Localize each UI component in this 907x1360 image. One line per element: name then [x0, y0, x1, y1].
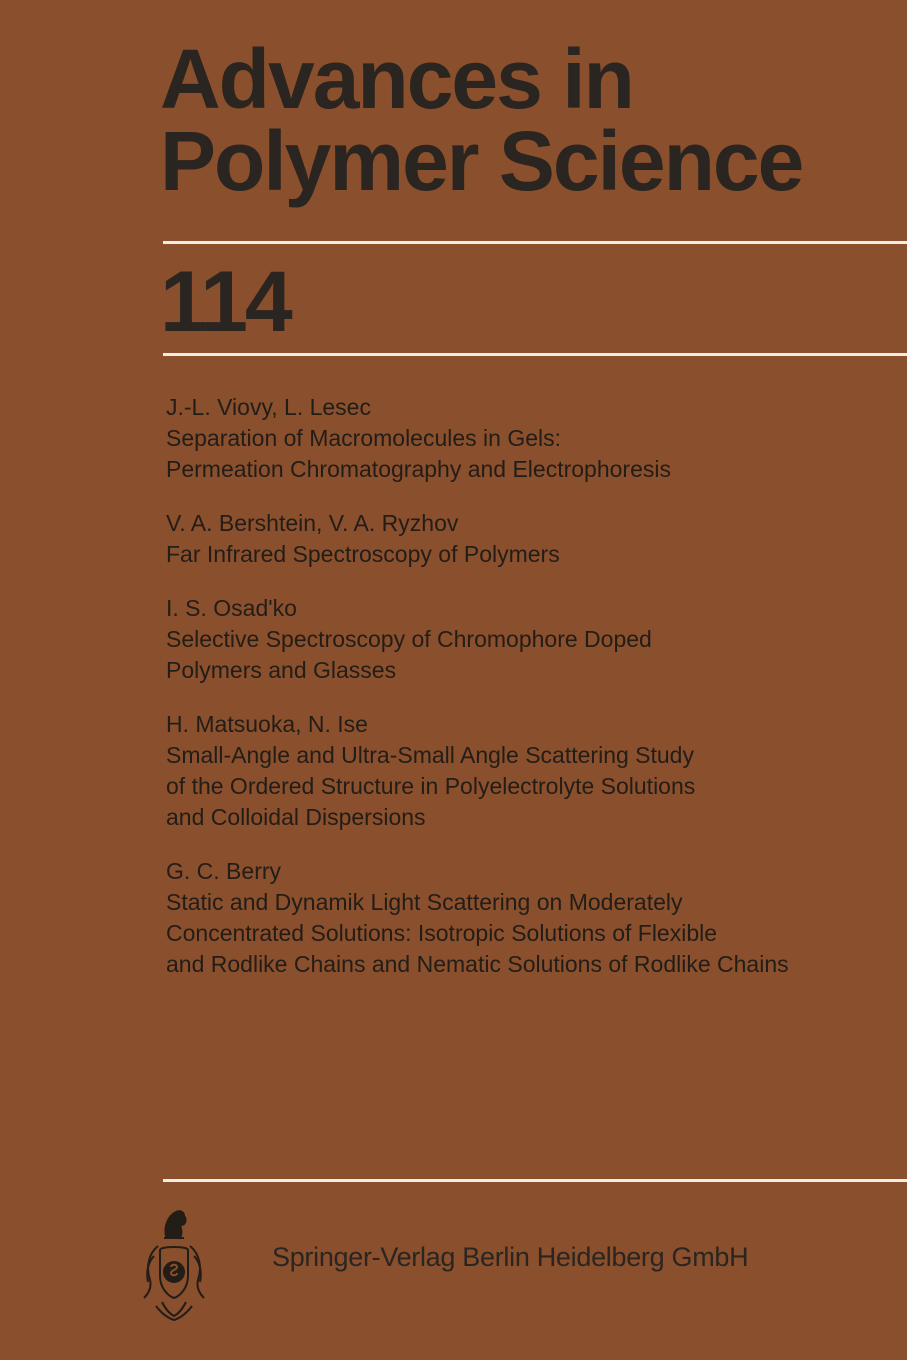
top-divider [163, 241, 907, 244]
entry-title-line: Concentrated Solutions: Isotropic Solutions of Flexible [166, 920, 718, 946]
volume-number: 114 [160, 254, 290, 350]
entry-title-line: and Colloidal Dispersions [166, 804, 426, 830]
entry-title-line: Selective Spectroscopy of Chromophore Doped [166, 626, 652, 652]
entry-title-line: Polymers and Glasses [166, 657, 397, 683]
bottom-divider [163, 1179, 907, 1182]
series-title-line-2: Polymer Science [160, 114, 803, 208]
table-of-contents [166, 392, 886, 1003]
contents-entry [166, 593, 886, 686]
entry-title-line: Small-Angle and Ultra-Small Angle Scattering Study [166, 742, 694, 768]
entry-title-line: and Rodlike Chains and Nematic Solutions of Rodlike Chains [166, 951, 789, 977]
entry-title-line: Permeation Chromatography and Electrophoresis [166, 456, 671, 482]
entry-title-line: Separation of Macromolecules in Gels: [166, 425, 562, 451]
series-title-line-1: Advances in [160, 32, 633, 126]
entry-authors: I. S. Osad'ko [166, 595, 297, 621]
entry-title-line: Static and Dynamik Light Scattering on Moderately [166, 889, 683, 915]
contents-entry [166, 709, 886, 833]
middle-divider [163, 353, 907, 356]
entry-authors: J.-L. Viovy, L. Lesec [166, 394, 371, 420]
entry-authors: V. A. Bershtein, V. A. Ryzhov [166, 510, 459, 536]
springer-knight-logo-icon [140, 1206, 208, 1322]
entry-title-line: Far Infrared Spectroscopy of Polymers [166, 541, 560, 567]
entry-title-line: of the Ordered Structure in Polyelectrolyte Solutions [166, 773, 696, 799]
series-title [160, 32, 880, 208]
contents-entry [166, 508, 886, 570]
publisher-name: Springer-Verlag Berlin Heidelberg GmbH [272, 1242, 749, 1272]
entry-authors: G. C. Berry [166, 858, 282, 884]
contents-entry [166, 392, 886, 485]
contents-entry [166, 856, 886, 980]
entry-authors: H. Matsuoka, N. Ise [166, 711, 368, 737]
